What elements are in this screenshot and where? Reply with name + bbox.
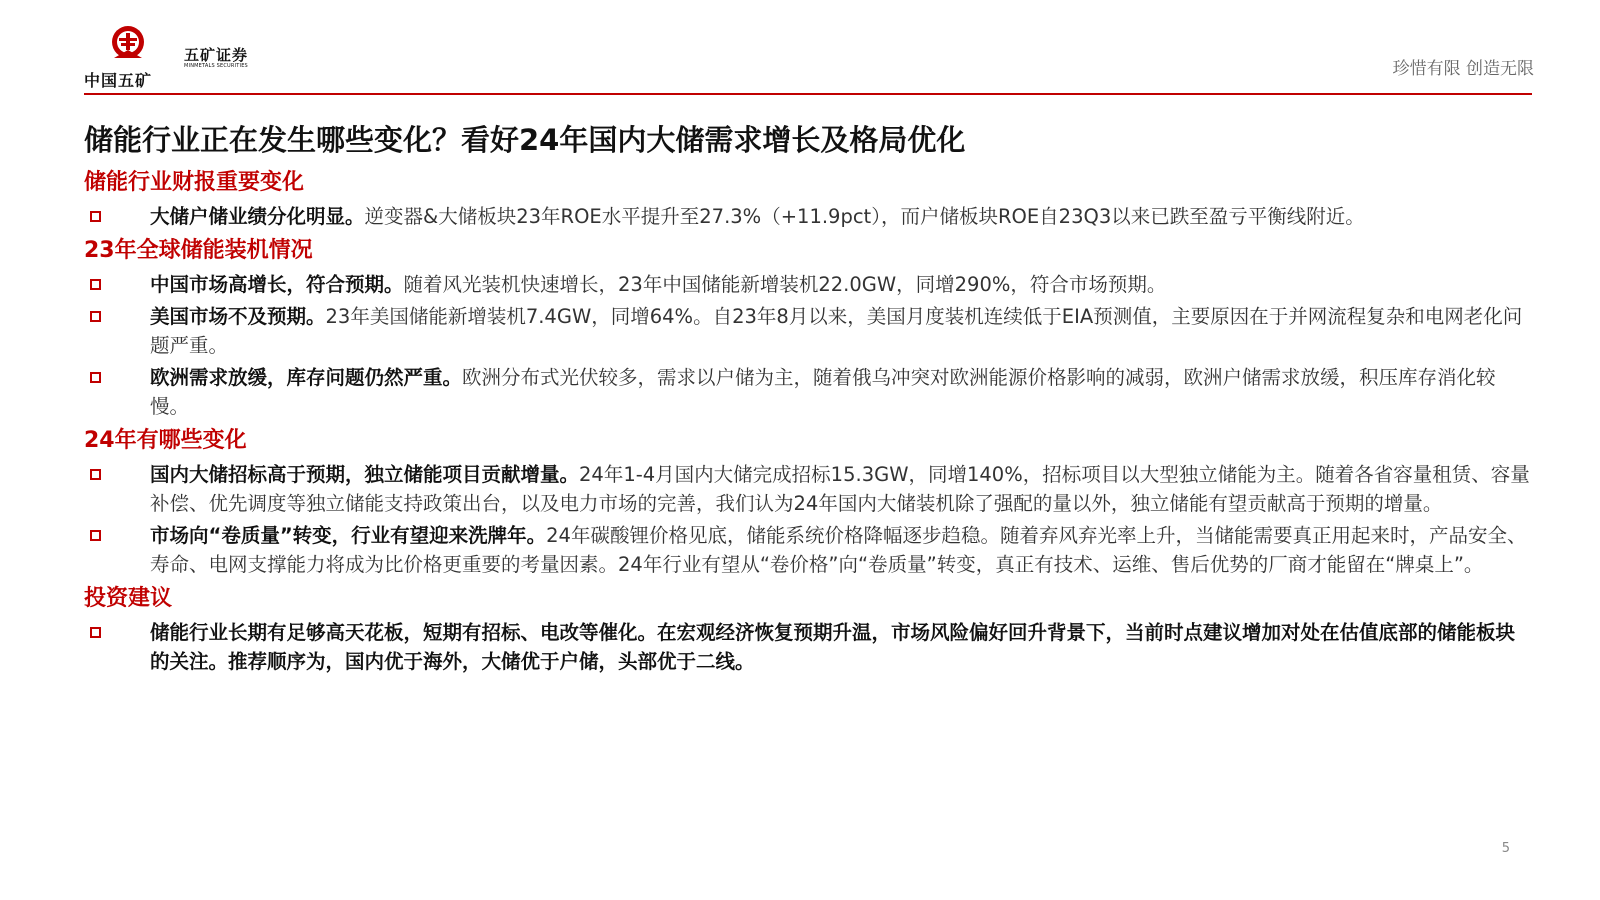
section-global-installations	[84, 234, 1534, 421]
bullet-text: 逆变器&大储板块23年ROE水平提升至27.3%（+11.9pct），而户储板块ROE自23Q3以来已跌至盈亏平衡线附近。	[364, 205, 1365, 228]
bullet-text: 储能行业长期有足够高天花板，短期有招标、电改等催化。在宏观经济恢复预期升温，市场风险偏好回升背景下，当前时点建议增加对处在估值底部的储能板块的关注。推荐顺序为，国内优于海外，大储优于户储，头部优于二线。	[150, 621, 1516, 673]
bullet-lead: 欧洲需求放缓，库存问题仍然严重。	[150, 366, 463, 389]
checkbox-bullet-icon	[90, 211, 101, 222]
bullet-text: 24年1-4月国内大储完成招标15.3GW，同增140%，招标项目以大型独立储能为主。随着各省容量租赁、容量补偿、优先调度等独立储能支持政策出台，以及电力市场的完善，我们认为24年国内大储装机除了强配的量以外，独立储能有望贡献高于预期的增量。	[150, 463, 1530, 515]
bullet-item	[84, 302, 1534, 360]
page-number: 5	[1501, 841, 1510, 856]
checkbox-bullet-icon	[90, 279, 101, 290]
bullet-item	[84, 521, 1534, 579]
section-heading: 投资建议	[84, 586, 173, 611]
section-2024-changes	[84, 424, 1534, 579]
minmetals-emblem-icon	[110, 24, 146, 64]
section-heading: 24年有哪些变化	[84, 428, 247, 453]
checkbox-bullet-icon	[90, 627, 101, 638]
bullet-item	[84, 460, 1534, 518]
brand-name-cn: 五矿证券	[184, 46, 249, 64]
parent-company-name: 中国五矿	[84, 71, 153, 90]
bullet-text: 随着风光装机快速增长，23年中国储能新增装机22.0GW，同增290%，符合市场预期。	[403, 273, 1167, 296]
checkbox-bullet-icon	[90, 469, 101, 480]
section-heading: 23年全球储能装机情况	[84, 238, 313, 263]
bullet-item	[84, 363, 1534, 421]
bullet-lead: 美国市场不及预期。	[150, 305, 326, 328]
page-title: 储能行业正在发生哪些变化？看好24年国内大储需求增长及格局优化	[84, 123, 966, 157]
company-logo	[84, 24, 274, 90]
section-financial-changes	[84, 166, 1534, 231]
bullet-text: 24年碳酸锂价格见底，储能系统价格降幅逐步趋稳。随着弃风弃光率上升，当储能需要真正用起来时，产品安全、寿命、电网支撑能力将成为比价格更重要的考量因素。24年行业有望从“卷价格”向“卷质量”转变，真正有技术、运维、售后优势的厂商才能留在“牌桌上”。	[150, 524, 1527, 576]
section-heading: 储能行业财报重要变化	[84, 170, 305, 195]
bullet-text: 23年美国储能新增装机7.4GW，同增64%。自23年8月以来，美国月度装机连续低于EIA预测值，主要原因在于并网流程复杂和电网老化问题严重。	[150, 305, 1523, 357]
bullet-lead: 中国市场高增长，符合预期。	[150, 273, 404, 296]
bullet-lead: 大储户储业绩分化明显。	[150, 205, 365, 228]
slide-header	[0, 0, 1600, 96]
brand-name-en: MINMETALS SECURITIES	[184, 63, 248, 69]
checkbox-bullet-icon	[90, 530, 101, 541]
bullet-item	[84, 270, 1534, 299]
header-divider	[84, 93, 1532, 95]
slogan: 珍惜有限 创造无限	[1392, 59, 1534, 79]
bullet-text: 欧洲分布式光伏较多，需求以户储为主，随着俄乌冲突对欧洲能源价格影响的减弱，欧洲户储需求放缓，积压库存消化较慢。	[150, 366, 1496, 418]
checkbox-bullet-icon	[90, 372, 101, 383]
bullet-item	[84, 618, 1534, 676]
slide-content	[84, 166, 1534, 679]
bullet-lead: 国内大储招标高于预期，独立储能项目贡献增量。	[150, 463, 580, 486]
bullet-lead: 市场向“卷质量”转变，行业有望迎来洗牌年。	[150, 524, 547, 547]
bullet-item	[84, 202, 1534, 231]
section-investment-advice	[84, 582, 1534, 676]
checkbox-bullet-icon	[90, 311, 101, 322]
